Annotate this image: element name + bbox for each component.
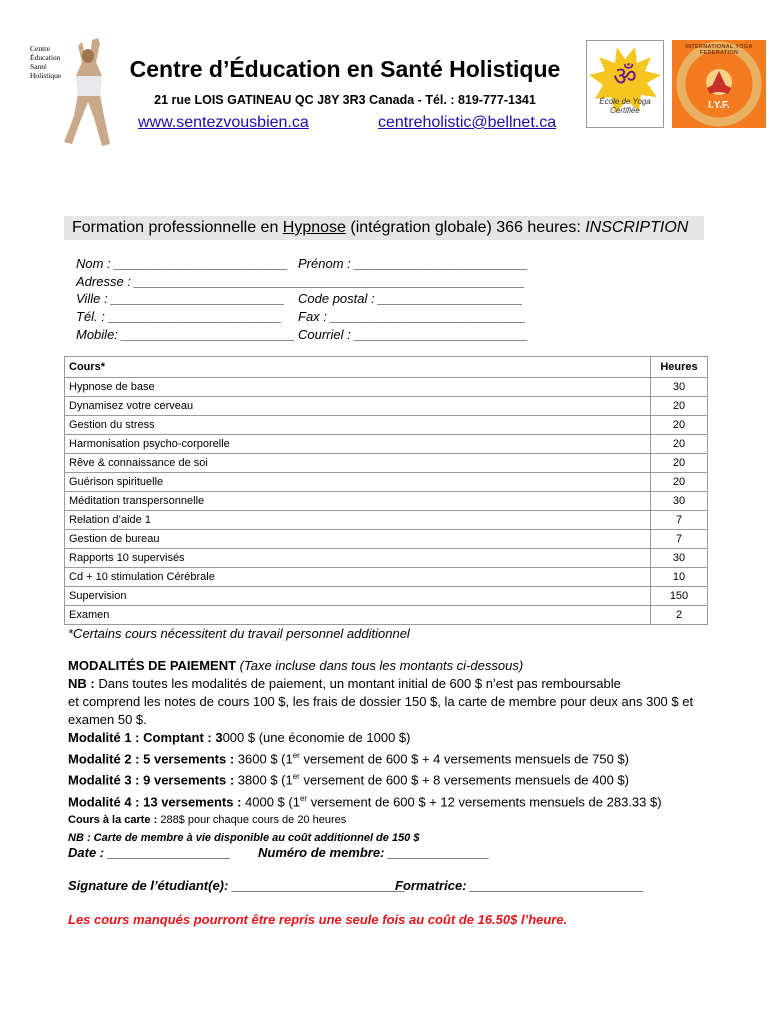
prenom-field[interactable]: Prénom : ________________________ bbox=[298, 256, 528, 271]
svg-text:ॐ: ॐ bbox=[613, 62, 637, 92]
page-title: Centre d’Éducation en Santé Holistique bbox=[129, 56, 561, 82]
student-signature-field[interactable]: Signature de l’étudiant(e): ________________________ bbox=[68, 878, 406, 893]
center-logo-text: Centre Éducation Santé Holistique bbox=[30, 44, 62, 80]
table-row: Cd + 10 stimulation Cérébrale 10 bbox=[65, 568, 708, 587]
trainer-signature-field[interactable]: Formatrice: ________________________ bbox=[395, 878, 644, 893]
missed-classes-warning: Les cours manqués pourront être repris une seule fois au coût de 16.50$ l’heure. bbox=[68, 912, 568, 927]
payment-option-1: Modalité 1 : Comptant : 3000 $ (une économie de 1000 $) bbox=[68, 730, 411, 745]
table-row: Relation d’aide 1 7 bbox=[65, 511, 708, 530]
center-address: 21 rue LOIS GATINEAU QC J8Y 3R3 Canada - Tél. : 819-777-1341 bbox=[154, 93, 536, 107]
date-field[interactable]: Date : _________________ bbox=[68, 845, 231, 860]
adresse-field[interactable]: Adresse : ______________________________________________________ bbox=[76, 274, 525, 289]
table-row: Hypnose de base 30 bbox=[65, 378, 708, 397]
payment-nb-membership: NB : Carte de membre à vie disponible au coût additionnel de 150 $ bbox=[68, 831, 420, 844]
table-row: Guérison spirituelle 20 bbox=[65, 473, 708, 492]
table-row: Gestion du stress 20 bbox=[65, 416, 708, 435]
nom-field[interactable]: Nom : ________________________ bbox=[76, 256, 288, 271]
table-row: Méditation transpersonnelle 30 bbox=[65, 492, 708, 511]
fax-field[interactable]: Fax : ___________________________ bbox=[298, 309, 526, 324]
member-number-field[interactable]: Numéro de membre: ______________ bbox=[258, 845, 490, 860]
email-link[interactable]: centreholistic@bellnet.ca bbox=[378, 114, 557, 131]
payment-option-3: Modalité 3 : 9 versements : 3800 $ (1er versement de 600 $ + 8 versements mensuels de 400 $) bbox=[68, 772, 630, 788]
table-row: Dynamisez votre cerveau 20 bbox=[65, 397, 708, 416]
table-header-row bbox=[65, 357, 708, 378]
mobile-field[interactable]: Mobile: ________________________ bbox=[76, 327, 296, 342]
courriel-field[interactable]: Courriel : ________________________ bbox=[298, 327, 528, 342]
payment-option-2: Modalité 2 : 5 versements : 3600 $ (1er versement de 600 $ + 4 versements mensuels de 750 $) bbox=[68, 751, 630, 767]
table-row: Rapports 10 supervisés 30 bbox=[65, 549, 708, 568]
course-column-header: Cours* bbox=[65, 357, 651, 378]
om-logo-caption: École de Yoga Certifiée bbox=[599, 97, 651, 115]
tel-field[interactable]: Tél. : ________________________ bbox=[76, 309, 283, 324]
courses-table bbox=[64, 356, 708, 625]
iyf-logo bbox=[672, 40, 766, 128]
table-row: Supervision 150 bbox=[65, 587, 708, 606]
om-yoga-logo bbox=[586, 40, 664, 128]
code-postal-field[interactable]: Code postal : ____________________ bbox=[298, 291, 523, 306]
table-row: Harmonisation psycho-corporelle 20 bbox=[65, 435, 708, 454]
hours-column-header: Heures bbox=[651, 357, 708, 378]
payment-nb: NB : Dans toutes les modalités de paiement, un montant initial de 600 $ n’est pas remboursable bbox=[68, 676, 621, 691]
website-link[interactable]: www.sentezvousbien.ca bbox=[138, 114, 309, 131]
table-row: Rêve & connaissance de soi 20 bbox=[65, 454, 708, 473]
iyf-ring-text: INTERNATIONAL YOGA FEDERATION bbox=[685, 44, 753, 56]
table-row: Examen 2 bbox=[65, 606, 708, 625]
payment-section bbox=[68, 657, 708, 847]
payment-title: MODALITÉS DE PAIEMENT (Taxe incluse dans tous les montants ci-dessous) bbox=[68, 658, 524, 673]
iyf-logo-caption: I.Y.F. bbox=[708, 100, 730, 111]
payment-option-4: Modalité 4 : 13 versements : 4000 $ (1er versement de 600 $ + 12 versements mensuels de 283.33 $) bbox=[68, 793, 662, 809]
payment-nb-details: et comprend les notes de cours 100 $, les frais de dossier 150 $, la carte de membre pour deux ans 300 $ et examen 50 $. bbox=[68, 694, 694, 727]
payment-a-la-carte: Cours à la carte : 288$ pour chaque cours de 20 heures bbox=[68, 813, 347, 826]
ville-field[interactable]: Ville : ________________________ bbox=[76, 291, 285, 306]
section-heading: Formation professionnelle en Hypnose (intégration globale) 366 heures: INSCRIPTION bbox=[64, 216, 704, 240]
table-footnote: *Certains cours nécessitent du travail personnel additionnel bbox=[68, 626, 410, 641]
yoga-figure-image bbox=[52, 36, 124, 148]
table-row: Gestion de bureau 7 bbox=[65, 530, 708, 549]
